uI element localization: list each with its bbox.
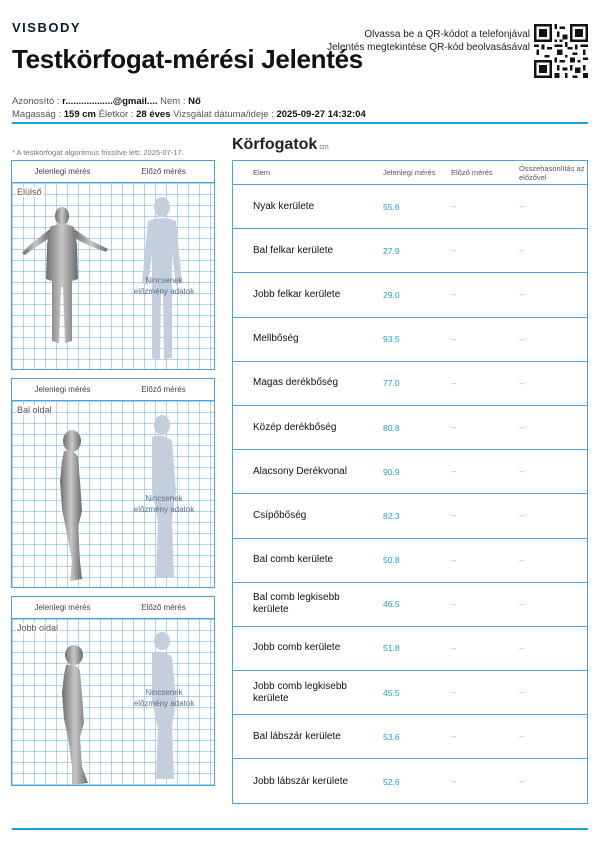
row-compare-value: -- bbox=[519, 378, 525, 388]
row-previous-value: -- bbox=[451, 599, 457, 609]
row-current-value: 80.8 bbox=[383, 422, 400, 433]
row-item-name: Jobb comb kerülete bbox=[253, 642, 341, 654]
row-current-value: 46.5 bbox=[383, 599, 400, 610]
qr-instructions bbox=[327, 28, 530, 54]
scan-panel-header bbox=[12, 161, 214, 183]
measurements-title-text: Körfogatok bbox=[232, 136, 318, 153]
header-divider bbox=[12, 122, 588, 124]
age-value: 28 éves bbox=[136, 109, 171, 120]
algorithm-note: * A testkörfogat algoritmus frissítve lett: 2025-07-17. bbox=[12, 148, 184, 157]
row-compare-value: -- bbox=[519, 511, 525, 521]
row-item-name: Bal felkar kerülete bbox=[253, 244, 334, 256]
row-previous-value: -- bbox=[451, 334, 457, 344]
scan-panel-header bbox=[12, 379, 214, 401]
row-compare-value: -- bbox=[519, 334, 525, 344]
table-row bbox=[233, 671, 587, 715]
id-label: Azonosító : bbox=[12, 96, 60, 107]
row-compare-value: -- bbox=[519, 643, 525, 653]
table-row bbox=[233, 229, 587, 273]
subject-info-row-1 bbox=[12, 95, 366, 108]
scan-panel-right bbox=[11, 596, 215, 786]
row-previous-value: -- bbox=[451, 511, 457, 521]
brand-logo: VISBODY bbox=[12, 20, 82, 35]
scan-panel-header bbox=[12, 597, 214, 619]
table-row bbox=[233, 539, 587, 583]
row-current-value: 77.0 bbox=[383, 378, 400, 389]
measurements-table bbox=[232, 160, 588, 804]
row-item-name: Bal comb legkisebb kerülete bbox=[253, 592, 340, 616]
row-previous-value: -- bbox=[451, 246, 457, 256]
scan-grid bbox=[12, 183, 214, 369]
subject-info bbox=[12, 95, 366, 121]
measurements-title bbox=[232, 136, 329, 154]
row-compare-value: -- bbox=[519, 290, 525, 300]
column-header-compare: Összehasonlítás az előzővel bbox=[519, 163, 585, 182]
qr-instruction-line-2: Jelentés megtekintése QR-kód beolvasásával bbox=[327, 42, 530, 53]
table-row bbox=[233, 759, 587, 803]
footer-divider bbox=[12, 828, 588, 830]
row-item-name: Jobb felkar kerülete bbox=[253, 288, 341, 300]
row-compare-value: -- bbox=[519, 202, 525, 212]
row-current-value: 29.0 bbox=[383, 289, 400, 300]
view-label-front: Elülső bbox=[17, 187, 42, 197]
row-current-value: 93.5 bbox=[383, 334, 400, 345]
qr-code-icon[interactable] bbox=[534, 24, 588, 78]
no-history-text-left: Nincsenek előzmény adatok bbox=[133, 494, 195, 514]
row-current-value: 45.5 bbox=[383, 687, 400, 698]
row-item-name: Alacsony Derékvonal bbox=[253, 465, 347, 477]
previous-scan-label: Előző mérés bbox=[141, 603, 186, 612]
row-previous-value: -- bbox=[451, 732, 457, 742]
row-item-name: Bal lábszár kerülete bbox=[253, 730, 341, 742]
current-scan-label: Jelenlegi mérés bbox=[34, 603, 91, 612]
table-row bbox=[233, 318, 587, 362]
height-label: Magasság : bbox=[12, 109, 62, 120]
row-previous-value: -- bbox=[451, 467, 457, 477]
age-label: Életkor : bbox=[98, 109, 134, 120]
view-label-left: Bal oldal bbox=[17, 405, 52, 415]
row-previous-value: -- bbox=[451, 378, 457, 388]
table-row bbox=[233, 185, 587, 229]
row-current-value: 90.9 bbox=[383, 466, 400, 477]
row-item-name: Csípőbőség bbox=[253, 509, 307, 521]
page-title: Testkörfogat-mérési Jelentés bbox=[12, 44, 363, 74]
row-current-value: 82.3 bbox=[383, 510, 400, 521]
row-compare-value: -- bbox=[519, 467, 525, 477]
row-compare-value: -- bbox=[519, 246, 525, 256]
row-compare-value: -- bbox=[519, 688, 525, 698]
row-current-value: 52.6 bbox=[383, 776, 400, 787]
row-previous-value: -- bbox=[451, 643, 457, 653]
table-row bbox=[233, 362, 587, 406]
row-item-name: Jobb comb legkisebb kerülete bbox=[253, 680, 347, 704]
row-compare-value: -- bbox=[519, 777, 525, 787]
row-previous-value: -- bbox=[451, 555, 457, 565]
scan-grid bbox=[12, 619, 214, 785]
row-current-value: 50.8 bbox=[383, 555, 400, 566]
sex-label: Nem : bbox=[160, 96, 186, 107]
no-history-text-front: Nincsenek előzmény adatok bbox=[133, 276, 195, 296]
table-row bbox=[233, 406, 587, 450]
row-current-value: 27.9 bbox=[383, 245, 400, 256]
table-row bbox=[233, 715, 587, 759]
row-item-name: Mellbőség bbox=[253, 333, 299, 345]
table-row bbox=[233, 627, 587, 671]
current-scan-label: Jelenlegi mérés bbox=[34, 167, 91, 176]
table-row bbox=[233, 583, 587, 627]
row-previous-value: -- bbox=[451, 423, 457, 433]
table-body bbox=[233, 185, 587, 804]
row-current-value: 53.6 bbox=[383, 731, 400, 742]
table-header bbox=[233, 161, 587, 185]
current-scan-label: Jelenlegi mérés bbox=[34, 385, 91, 394]
scan-panel-left bbox=[11, 378, 215, 588]
date-value: 2025-09-27 14:32:04 bbox=[276, 109, 366, 120]
row-item-name: Nyak kerülete bbox=[253, 200, 315, 212]
row-compare-value: -- bbox=[519, 599, 525, 609]
row-previous-value: -- bbox=[451, 290, 457, 300]
row-compare-value: -- bbox=[519, 423, 525, 433]
previous-scan-label: Előző mérés bbox=[141, 385, 186, 394]
row-item-name: Jobb lábszár kerülete bbox=[253, 775, 349, 787]
row-previous-value: -- bbox=[451, 688, 457, 698]
scan-panel-front bbox=[11, 160, 215, 370]
height-value: 159 cm bbox=[63, 109, 96, 120]
row-compare-value: -- bbox=[519, 732, 525, 742]
sex-value: Nő bbox=[188, 96, 201, 107]
column-header-current: Jelenlegi mérés bbox=[383, 168, 436, 177]
previous-scan-label: Előző mérés bbox=[141, 167, 186, 176]
table-row bbox=[233, 494, 587, 538]
subject-info-row-2 bbox=[12, 108, 366, 121]
measurements-unit: cm bbox=[319, 144, 329, 151]
table-row bbox=[233, 450, 587, 494]
table-row bbox=[233, 273, 587, 317]
scan-grid bbox=[12, 401, 214, 587]
qr-instruction-line-1: Olvassa be a QR-kódot a telefonjával bbox=[364, 29, 530, 40]
column-header-item: Elem bbox=[253, 168, 271, 177]
row-item-name: Közép derékbőség bbox=[253, 421, 337, 433]
row-current-value: 55.6 bbox=[383, 201, 400, 212]
row-previous-value: -- bbox=[451, 202, 457, 212]
view-label-right: Jobb oldal bbox=[17, 623, 59, 633]
date-label: Vizsgálat dátuma/ideje : bbox=[173, 109, 274, 120]
row-compare-value: -- bbox=[519, 555, 525, 565]
row-item-name: Magas derékbőség bbox=[253, 377, 339, 389]
row-item-name: Bal comb kerülete bbox=[253, 554, 334, 566]
no-history-text-right: Nincsenek előzmény adatok bbox=[133, 688, 195, 708]
row-previous-value: -- bbox=[451, 777, 457, 787]
column-header-previous: Előző mérés bbox=[451, 168, 493, 177]
id-value: r..................@gmail.... bbox=[62, 96, 158, 107]
row-current-value: 51.8 bbox=[383, 643, 400, 654]
